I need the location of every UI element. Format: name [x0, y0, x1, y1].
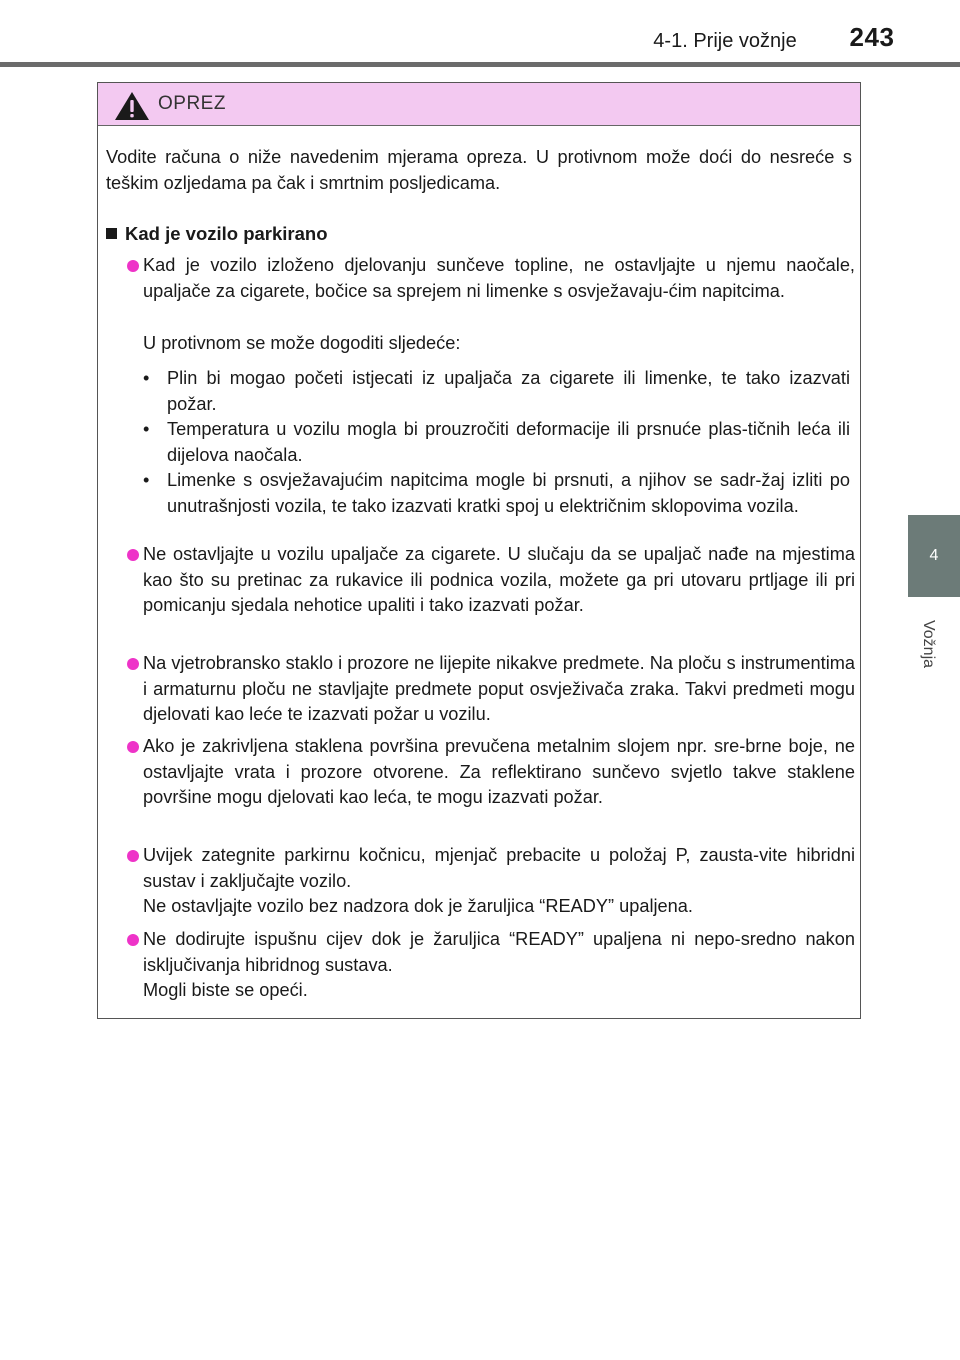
chapter-label-box — [898, 600, 958, 688]
bullet-5-note: Ne ostavljajte vozilo bez nadzora dok je žaruljica “READY” upaljena. — [143, 896, 693, 916]
bullet-2-text: Ne ostavljajte u vozilu upaljače za cigarete. U slučaju da se upaljač nađe na mjestima kao što su pretinac za rukavice ili podnica vozila, možete ga pri utovaru prtljage ili pri pomicanju sjedala nehotice upaliti i tako izazvati požar. — [143, 544, 855, 615]
sub-item-text: Temperatura u vozilu mogla bi prouzročiti deformacije ili prsnuće plas-tičnih leća ili dijelova naočala. — [167, 419, 850, 465]
chapter-number: 4 — [929, 547, 939, 564]
chapter-label: Vožnja — [919, 619, 937, 669]
sub-item — [145, 468, 850, 519]
section-title: 4-1. Prije vožnje — [653, 30, 797, 52]
bullet-dot-icon — [127, 549, 139, 561]
caution-box — [97, 82, 861, 1019]
sub-item-marker: • — [143, 419, 150, 439]
chapter-tab — [908, 515, 960, 597]
caution-title: OPREZ — [158, 93, 226, 114]
warning-triangle-icon — [114, 91, 150, 121]
bullet-dot-icon — [127, 850, 139, 862]
sub-item-text: Limenke s osvježavajućim napitcima mogle bi prsnuti, a njihov se sadr-žaj izliti po unutrašnjosti vozila, te tako izazvati kratki spoj u električnim sklopovima vozila. — [167, 470, 850, 516]
sub-item — [145, 366, 850, 417]
bullet-1-note: U protivnom se može dogoditi sljedeće: — [143, 333, 461, 353]
bullet-3-text: Na vjetrobransko staklo i prozore ne lijepite nikakve predmete. Na ploču s instrumentima i armaturnu ploču ne stavljajte predmete poput osvježivača zraka. Takvi predmeti mogu djelovati kao leće te izazvati požar u vozilu. — [143, 653, 855, 724]
bullet-dot-icon — [127, 260, 139, 272]
page-header — [0, 0, 960, 70]
bullet-dot-icon — [127, 741, 139, 753]
bullet-1-text: Kad je vozilo izloženo djelovanju sunčeve topline, ne ostavljajte u njemu naočale, upaljače za cigarete, bočice sa sprejem ni limenke s osvježavaju-ćim napitcima. — [143, 255, 855, 301]
caution-intro: Vodite računa o niže navedenim mjerama opreza. U protivnom može doći do nesreće s teškim ozljedama pa čak i smrtnim posljedicama. — [106, 147, 852, 193]
bullet-6-note: Mogli biste se opeći. — [143, 980, 308, 1000]
square-bullet-icon — [106, 228, 117, 239]
section-heading — [106, 223, 328, 245]
page-number: 243 — [849, 22, 895, 52]
header-rule — [0, 62, 960, 67]
section-heading-text: Kad je vozilo parkirano — [125, 223, 328, 244]
sub-item — [145, 417, 850, 468]
sub-item-text: Plin bi mogao početi istjecati iz upaljača za cigarete ili limenke, te tako izazvati požar. — [167, 368, 850, 414]
bullet-dot-icon — [127, 658, 139, 670]
bullet-4-text: Ako je zakrivljena staklena površina prevučena metalnim slojem npr. sre-brne boje, ne ostavljajte vrata i prozore otvorene. Za reflektirano sunčevo svjetlo takve staklene površine mogu djelovati kao leća, te mogu izazvati požar. — [143, 736, 855, 807]
bullet-6-text: Ne dodirujte ispušnu cijev dok je žaruljica “READY” upaljena ni nepo-sredno nakon isključivanja hibridnog sustava. — [143, 929, 855, 975]
bullet-dot-icon — [127, 934, 139, 946]
sub-item-marker: • — [143, 470, 150, 490]
bullet-5-text: Uvijek zategnite parkirnu kočnicu, mjenjač prebacite u položaj P, zausta-vite hibridni sustav i zaključajte vozilo. — [143, 845, 855, 891]
caution-header — [98, 83, 860, 126]
sub-item-marker: • — [143, 368, 150, 388]
